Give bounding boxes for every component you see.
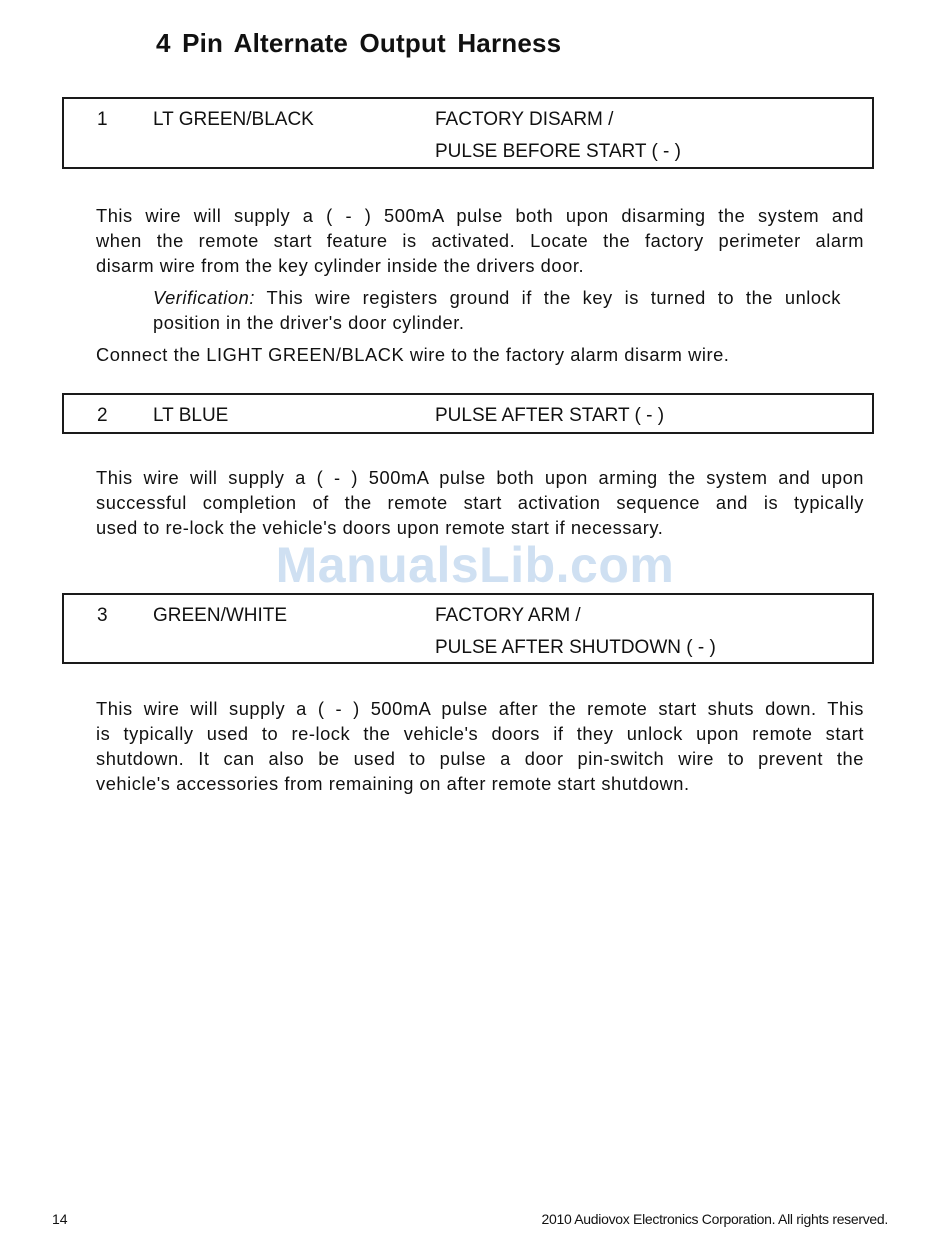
text-line: This wire will supply a ( - ) 500mA pulse after the remote start shuts down. This <box>96 698 864 719</box>
pin-function-line2: PULSE AFTER SHUTDOWN ( - ) <box>435 637 716 658</box>
watermark: ManualsLib.com <box>275 537 675 593</box>
page-number: 14 <box>52 1211 68 1227</box>
pin-number: 1 <box>97 109 108 130</box>
verification-label: Verification: <box>153 287 255 308</box>
copyright-notice: 2010 Audiovox Electronics Corporation. All rights reserved. <box>541 1211 888 1227</box>
pin-1-verification <box>153 285 841 335</box>
text-line: Connect the LIGHT GREEN/BLACK wire to the factory alarm disarm wire. <box>96 344 730 365</box>
pin-2-description <box>96 465 864 540</box>
text-line: shutdown. It can also be used to pulse a door pin-switch wire to prevent the <box>96 748 864 769</box>
pin-function <box>435 405 664 427</box>
pin-function-line1: FACTORY DISARM / <box>435 109 614 130</box>
pin-number: 3 <box>97 605 108 626</box>
text-line: This wire will supply a ( - ) 500mA pulse both upon arming the system and upon <box>96 467 864 488</box>
verification-line2: position in the driver's door cylinder. <box>153 312 465 333</box>
pin-function-line1: FACTORY ARM / <box>435 605 581 626</box>
pin-1-description <box>96 203 864 278</box>
text-line: used to re-lock the vehicle's doors upon remote start if necessary. <box>96 517 664 538</box>
pin-function <box>435 605 716 659</box>
text-line: is typically used to re-lock the vehicle's doors if they unlock upon remote start <box>96 723 864 744</box>
page-title: 4 Pin Alternate Output Harness <box>156 28 562 58</box>
wire-color: GREEN/WHITE <box>153 605 288 626</box>
text-line: This wire will supply a ( - ) 500mA pulse both upon disarming the system and <box>96 205 864 226</box>
verification-text: This wire registers ground if the key is turned to the unlock <box>254 287 841 308</box>
pin-3-box <box>62 593 874 664</box>
pin-2-box <box>62 393 874 434</box>
verification-line1 <box>153 285 841 310</box>
wire-color: LT GREEN/BLACK <box>153 109 314 130</box>
pin-function <box>435 109 681 163</box>
pin-number: 2 <box>97 405 108 426</box>
text-line: vehicle's accessories from remaining on after remote start shutdown. <box>96 773 690 794</box>
pin-1-connect-instruction <box>96 342 864 367</box>
pin-1-box <box>62 97 874 169</box>
text-line: successful completion of the remote start activation sequence and is typically <box>96 492 864 513</box>
pin-function-line2: PULSE BEFORE START ( - ) <box>435 141 681 162</box>
wire-color: LT BLUE <box>153 405 229 426</box>
pin-function-line1: PULSE AFTER START ( - ) <box>435 405 665 426</box>
text-line: when the remote start feature is activated. Locate the factory perimeter alarm <box>96 230 864 251</box>
pin-3-description <box>96 696 864 796</box>
text-line: disarm wire from the key cylinder inside the drivers door. <box>96 255 585 276</box>
